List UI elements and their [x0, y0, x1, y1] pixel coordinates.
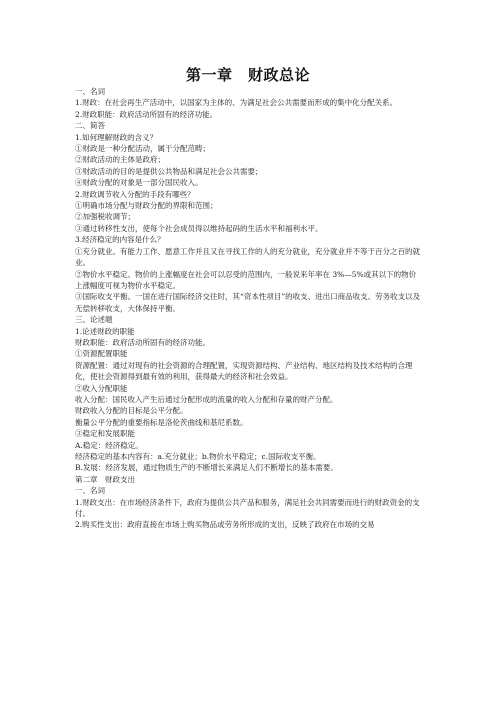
paragraph: 经济稳定的基本内容有：a.充分就业；b.物价水平稳定；c.国际收支平衡。	[75, 452, 321, 461]
list-item: ②物价水平稳定。物价的上涨幅度在社会可以忍受的范围内，一般说来年率在 3%—5%或其以下的物价上涨幅度可视为物价水平稳定。	[75, 269, 417, 290]
section-heading: 二、简答	[75, 121, 105, 131]
list-item: ②加强税收调节；	[75, 212, 135, 222]
chapter-heading: 第二章 财政支出	[75, 474, 135, 484]
section-heading: 三、论述题	[75, 315, 113, 325]
list-item: ①明确市场分配与财政分配的界限和范围；	[75, 201, 218, 211]
list-item: ②财政活动的主体是政府；	[75, 155, 165, 165]
paragraph: A.稳定：经济稳定。	[75, 440, 143, 450]
list-item: ③财政活动的目的是提供公共物品和满足社会公共需要；	[75, 166, 263, 176]
paragraph: 财政职能：政府活动所固有的经济功能。	[75, 337, 210, 347]
paragraph: 财政收入分配的目标是公平分配。	[75, 406, 188, 416]
section-heading: 一、名词	[75, 486, 105, 496]
list-item: ①财政是一种分配活动，属于分配范畴；	[75, 144, 210, 154]
paragraph: 衡量公平分配的重要指标是洛伦茨曲线和基尼系数。	[75, 417, 248, 427]
question: 3.经济稳定的内容是什么？	[75, 235, 165, 245]
question: 1.论述财政的职能	[75, 326, 135, 336]
document-body	[75, 86, 423, 531]
question: 2.财政调节收入分配的手段有哪些？	[75, 189, 195, 199]
paragraph: 1.财政：在社会再生产活动中，以国家为主体的、为满足社会公共需要而形成的集中化分配关系。	[75, 98, 398, 108]
paragraph: 资源配置：通过对现有的社会资源的合理配置，实现资源结构、产业结构、地区结构及技术结构的合理化，使社会资源得到最有效的利用，获得最大的经济和社会效益。	[75, 360, 413, 382]
paragraph: 收入分配：国民收入产生后通过分配形成的流量的收入分配和存量的财产分配。	[75, 394, 338, 404]
paragraph: 2.购买性支出：政府直接在市场上购买物品或劳务所形成的支出，反映了政府在市场的交易	[75, 520, 375, 530]
list-item: ③通过转移性支出，使每个社会成员得以维持起码的生活水平和福利水平。	[75, 223, 323, 233]
list-item: ①充分就业。有能力工作、愿意工作并且又在寻找工作的人的充分就业，充分就业并不等于百分之百的就业。	[75, 246, 420, 268]
list-item: ③国际收支平衡。一国在进行国际经济交往时，其“资本性项目”的收支、进出口商品收支、劳务收支以及无偿转移收支，大体保持平衡。	[75, 292, 421, 313]
subheading: ③稳定和发展职能	[75, 429, 135, 439]
paragraph: 2.财政职能：政府活动所固有的经济功能。	[75, 109, 218, 119]
subheading: ②收入分配职能	[75, 383, 128, 393]
chapter-title: 第一章 财政总论	[185, 66, 310, 84]
section-heading: 一、名词	[75, 87, 105, 96]
paragraph: 1.财政支出：在市场经济条件下，政府为提供公共产品和服务，满足社会共同需要而进行的财政资金的支付。	[75, 497, 420, 519]
paragraph: B.发展：经济发展，通过物质生产的不断增长来满足人们不断增长的基本需要。	[75, 463, 338, 473]
list-item: ④财政分配的对象是一部分国民收入。	[75, 178, 203, 188]
question: 1.如何理解财政的含义？	[75, 132, 158, 142]
subheading: ①资源配置职能	[75, 349, 128, 359]
